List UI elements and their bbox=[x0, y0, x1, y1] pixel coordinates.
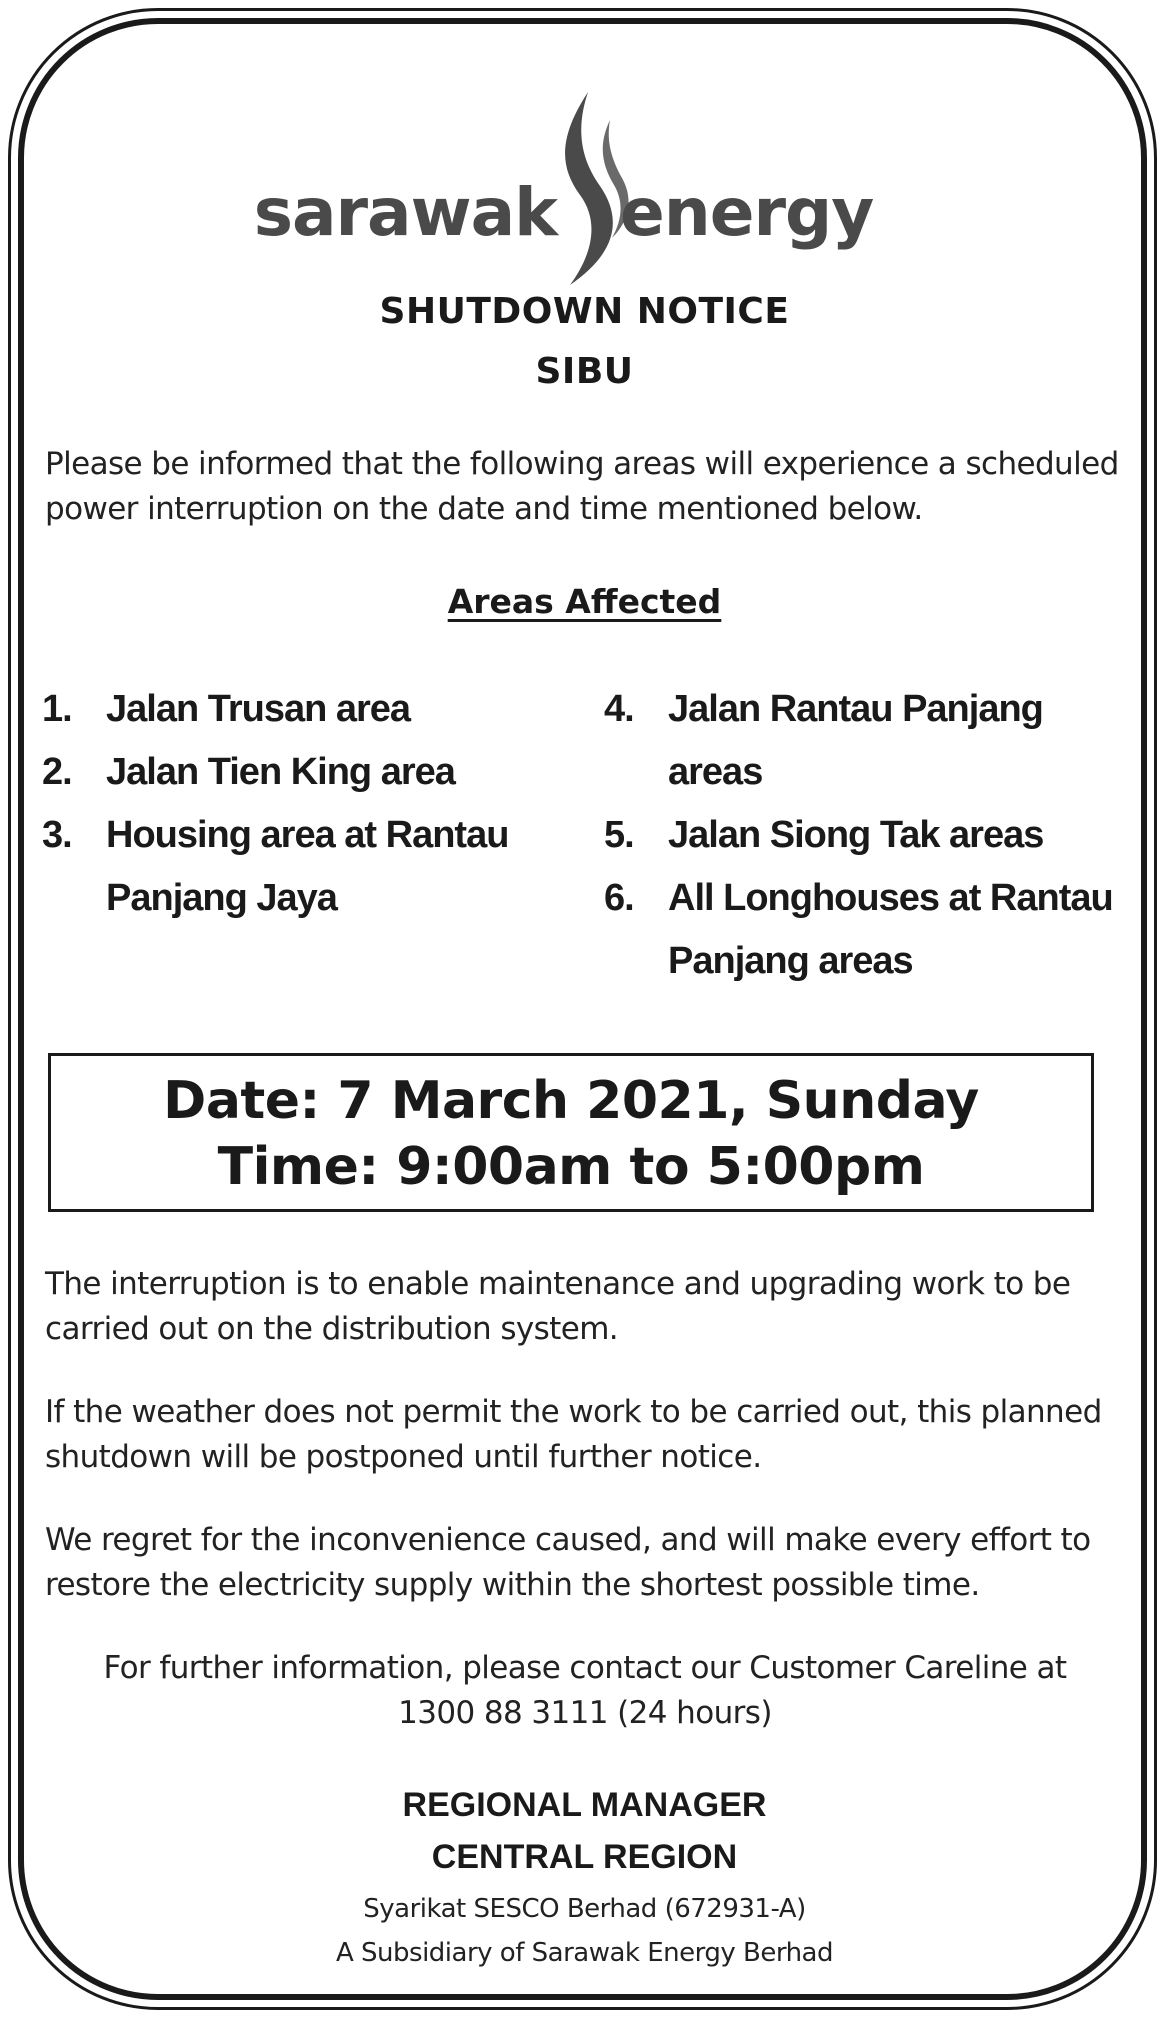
intro-paragraph: Please be informed that the following areas will experience a scheduled power interruption on the date and time mentioned below. bbox=[45, 446, 1119, 527]
signature-region: CENTRAL REGION bbox=[431, 1838, 738, 1876]
list-item bbox=[604, 678, 1144, 804]
list-item bbox=[42, 678, 562, 741]
notice-location: SIBU bbox=[535, 351, 634, 392]
list-item bbox=[42, 804, 562, 930]
areas-list-left bbox=[42, 678, 562, 930]
list-item-number: 6. bbox=[604, 877, 634, 919]
weather-paragraph: If the weather does not permit the work to be carried out, this planned shutdown will be postponed until further notice. bbox=[45, 1394, 1102, 1475]
schedule-date: Date: 7 March 2021, Sunday bbox=[163, 1071, 979, 1131]
signature-subsidiary: A Subsidiary of Sarawak Energy Berhad bbox=[336, 1938, 833, 1968]
notice-title: SHUTDOWN NOTICE bbox=[379, 291, 790, 332]
list-item-text: Jalan Trusan area bbox=[106, 688, 411, 730]
list-item-text: Housing area at Rantau Panjang Jaya bbox=[106, 814, 509, 919]
signature-company: Syarikat SESCO Berhad (672931-A) bbox=[363, 1894, 806, 1924]
list-item-number: 3. bbox=[42, 814, 72, 856]
logo-word-energy: energy bbox=[620, 174, 874, 251]
schedule-time: Time: 9:00am to 5:00pm bbox=[217, 1137, 925, 1197]
apology-paragraph: We regret for the inconvenience caused, and will make every effort to restore the electricity supply within the shortest possible time. bbox=[45, 1522, 1091, 1603]
areas-heading: Areas Affected bbox=[447, 582, 722, 621]
list-item bbox=[604, 804, 1144, 867]
sarawak-energy-logo bbox=[0, 45, 1169, 255]
logo-word-sarawak: sarawak bbox=[253, 174, 557, 251]
flame-icon bbox=[540, 90, 630, 290]
list-item-number: 1. bbox=[42, 688, 72, 730]
contact-paragraph: For further information, please contact our Customer Careline at 1300 88 3111 (24 hours) bbox=[103, 1650, 1067, 1731]
areas-list-right bbox=[604, 678, 1144, 993]
list-item bbox=[604, 867, 1144, 993]
list-item bbox=[42, 741, 562, 804]
reason-paragraph: The interruption is to enable maintenance and upgrading work to be carried out on the distribution system. bbox=[45, 1266, 1071, 1347]
signature-title: REGIONAL MANAGER bbox=[402, 1786, 767, 1824]
list-item-text: All Longhouses at Rantau Panjang areas bbox=[668, 877, 1113, 982]
list-item-number: 5. bbox=[604, 814, 634, 856]
list-item-text: Jalan Siong Tak areas bbox=[668, 814, 1044, 856]
list-item-text: Jalan Tien King area bbox=[106, 751, 455, 793]
list-item-number: 4. bbox=[604, 688, 634, 730]
list-item-text: Jalan Rantau Panjang areas bbox=[668, 688, 1043, 793]
schedule-box bbox=[48, 1053, 1094, 1212]
list-item-number: 2. bbox=[42, 751, 72, 793]
